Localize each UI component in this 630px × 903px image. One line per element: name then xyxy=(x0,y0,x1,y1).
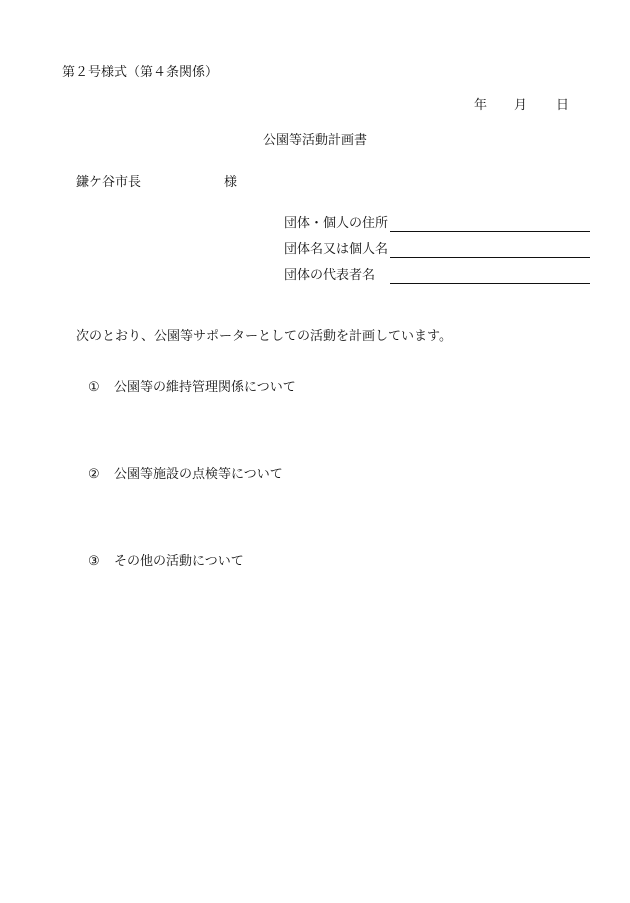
intro-text: 次のとおり、公園等サポーターとしての活動を計画しています。 xyxy=(76,329,452,344)
applicant-address-label: 団体・個人の住所 xyxy=(284,216,389,231)
document-title: 公園等活動計画書 xyxy=(262,133,367,148)
date-year-label: 年 xyxy=(474,98,488,113)
applicant-address-field xyxy=(284,217,590,233)
applicant-name-blank xyxy=(390,257,590,258)
plan-item-number: ② xyxy=(88,467,100,482)
plan-item xyxy=(88,468,283,481)
plan-item-number: ③ xyxy=(88,554,100,569)
representative-blank xyxy=(390,283,590,284)
representative-field xyxy=(284,269,590,285)
plan-item xyxy=(88,555,244,568)
representative-label: 団体の代表者名 xyxy=(284,268,376,283)
addressee-name: 鎌ケ谷市長 xyxy=(76,175,142,190)
plan-item-number: ① xyxy=(88,380,100,395)
addressee-honorific: 様 xyxy=(224,175,238,190)
date-day-label: 日 xyxy=(556,98,570,113)
plan-item-text: その他の活動について xyxy=(114,554,244,569)
form-number: 第２号様式（第４条関係） xyxy=(62,65,219,80)
applicant-address-blank xyxy=(390,231,590,232)
applicant-name-field xyxy=(284,243,590,259)
plan-item-text: 公園等施設の点検等について xyxy=(114,467,283,482)
plan-item-text: 公園等の維持管理関係について xyxy=(114,380,296,395)
applicant-name-label: 団体名又は個人名 xyxy=(284,242,389,257)
plan-item xyxy=(88,381,296,394)
date-month-label: 月 xyxy=(514,98,528,113)
